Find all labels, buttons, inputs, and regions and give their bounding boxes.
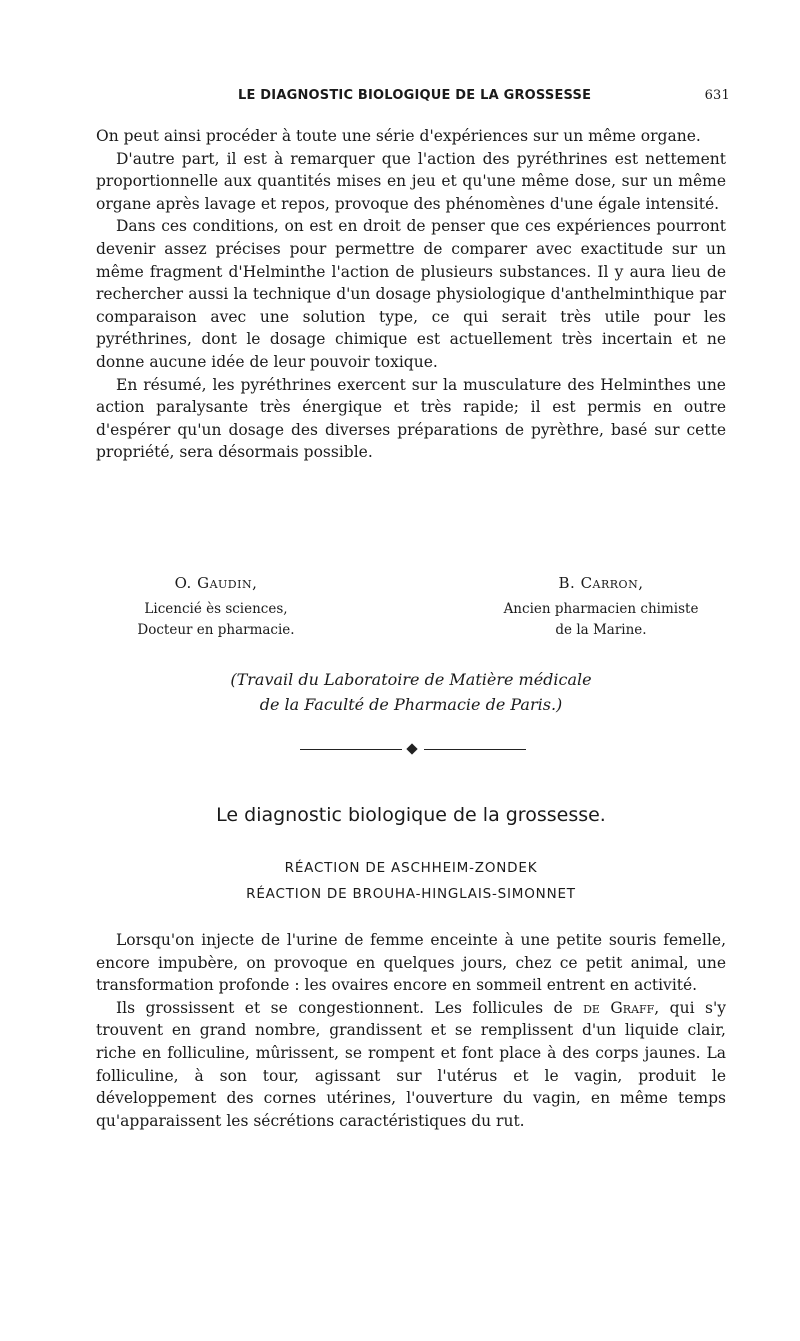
author-title: de la Marine. [555, 622, 647, 638]
paragraph: On peut ainsi procéder à toute une série d'expériences sur un même organe. [96, 127, 701, 145]
running-title: LE DIAGNOSTIC BIOLOGIQUE DE LA GROSSESSE [238, 88, 592, 103]
article-title: Le diagnostic biologique de la grossesse. [216, 804, 606, 826]
paragraph: En résumé, les pyréthrines exercent sur la musculature des Helminthes une action paralysante très énergique et très rapide; il est permis en outre d'espérer qu'un dosage des diverses préparations de pyrèthre, basé sur cette propriété, sera désormais possible. [96, 375, 726, 462]
paragraph-text: , qui s'y trouvent en grand nombre, grandissent et se remplissent d'un liquide clair, riche en folliculine, mûrissent, se rompent et font place à des corps jaunes. La folliculine, à son tour, agissant sur l'utérus et le vagin, produit le développement des cornes utérines, l'ouverture du vagin, en même temps qu'apparaissent les sécrétions caractéristiques du rut. [96, 998, 726, 1130]
laboratory-credit [96, 667, 726, 717]
author-reference: de Graff [583, 998, 655, 1017]
paragraph-text: Ils grossissent et se congestionnent. Les follicules de [116, 998, 584, 1017]
divider-rule [424, 749, 526, 750]
divider-rule [300, 749, 402, 750]
article-subtitle: RÉACTION DE BROUHA-HINGLAIS-SIMONNET [246, 886, 576, 902]
paragraph: D'autre part, il est à remarquer que l'action des pyréthrines est nettement proportionnelle aux quantités mises en jeu et qu'une même dose, sur un même organe après lavage et repos, provoque des phénomènes d'une égale intensité. [96, 149, 726, 213]
paragraph: Lorsqu'on injecte de l'urine de femme enceinte à une petite souris femelle, encore impubère, on provoque en quelques jours, chez ce petit animal, une transformation profonde : les ovaires encore en sommeil entrent en activité. [96, 931, 726, 995]
author-title: Docteur en pharmacie. [137, 622, 295, 638]
section-divider [300, 741, 526, 757]
author-title: Ancien pharmacien chimiste [503, 601, 699, 617]
author-name: B. Carron, [558, 574, 644, 592]
article-continuation [96, 125, 726, 464]
credit-line: (Travail du Laboratoire de Matière médicale [230, 670, 592, 689]
article-body [96, 929, 726, 1132]
paragraph: Dans ces conditions, on est en droit de penser que ces expériences pourront devenir assez précises pour permettre de comparer avec exactitude sur un même fragment d'Helminthe l'action de plusieurs substances. Il y aura lieu de rechercher aussi la technique d'un dosage physiologique d'anthelminthique par comparaison avec une solution type, ce qui serait très utile pour les pyréthrines, dont le dosage chimique est actuellement très incertain et ne donne aucune idée de leur pouvoir toxique. [96, 217, 726, 371]
paragraph [96, 997, 726, 1133]
page-number: 631 [704, 88, 730, 103]
signature-left [96, 573, 336, 641]
signature-right [466, 573, 736, 641]
credit-line: de la Faculté de Pharmacie de Paris.) [259, 695, 563, 714]
author-title: Licencié ès sciences, [144, 601, 288, 617]
article-subtitle: RÉACTION DE ASCHHEIM-ZONDEK [284, 860, 538, 876]
author-name: O. Gaudin, [174, 574, 258, 592]
diamond-ornament-icon [406, 743, 417, 754]
